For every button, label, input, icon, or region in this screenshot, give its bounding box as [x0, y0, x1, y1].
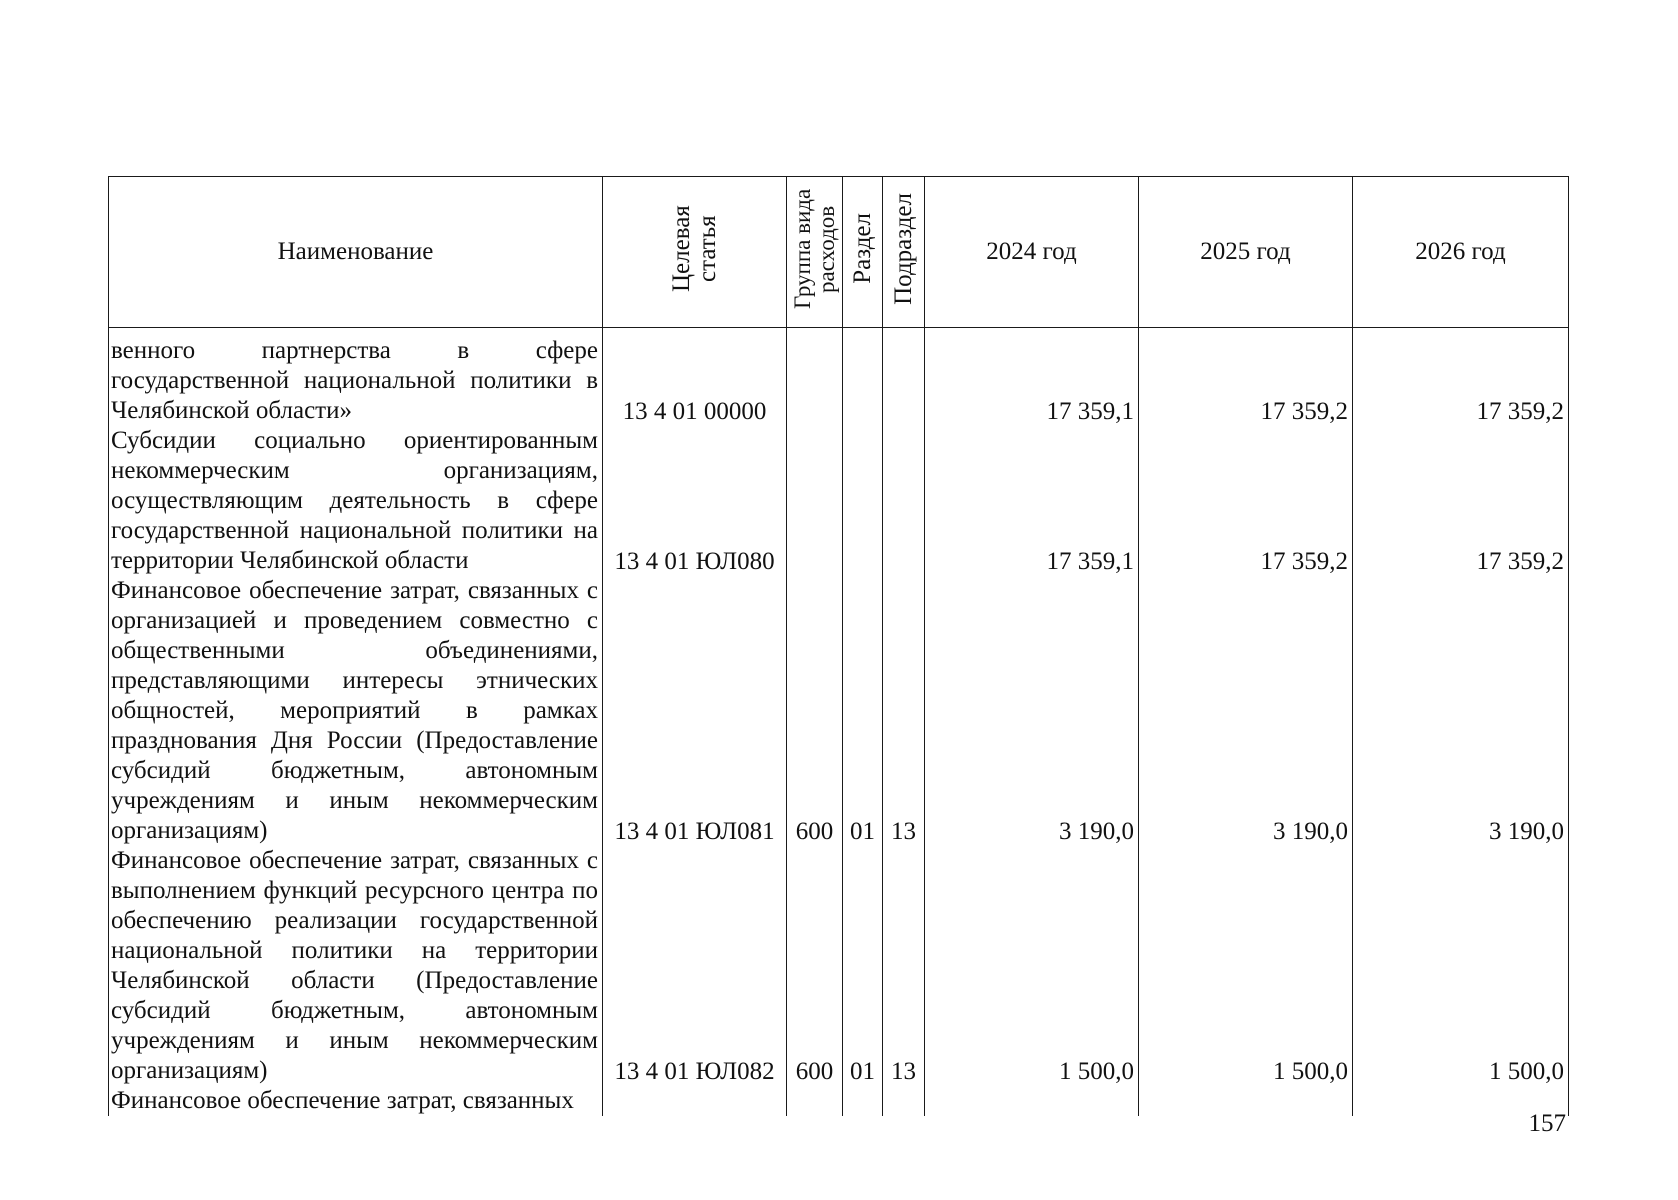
table-row: [109, 846, 1569, 1086]
header-group: [787, 177, 843, 328]
row-2024: 3 190,0: [925, 576, 1139, 846]
row-target: 13 4 01 ЮЛ081: [603, 576, 787, 846]
row-subsection: [883, 426, 925, 576]
row-target: 13 4 01 ЮЛ080: [603, 426, 787, 576]
row-group: [787, 328, 843, 426]
row-group: [787, 426, 843, 576]
header-2024: 2024 год: [925, 177, 1139, 328]
row-name: Финансовое обеспечение затрат, связанных с выполнением функций ресурсного центра по обеспечению реализации государственной национальной политики на территории Челябинской области (Предоставление субсидий бюджетным, автономным учреждениям и иным некоммерческим организациям): [109, 846, 603, 1086]
row-group: 600: [787, 846, 843, 1086]
row-2025: [1139, 1086, 1353, 1117]
row-subsection: 13: [883, 576, 925, 846]
header-row: [109, 177, 1569, 328]
row-group: 600: [787, 576, 843, 846]
table-row: [109, 576, 1569, 846]
header-target: [603, 177, 787, 328]
row-target: 13 4 01 ЮЛ082: [603, 846, 787, 1086]
page-number: 157: [1528, 1110, 1566, 1137]
header-section: [843, 177, 883, 328]
header-subsection: [883, 177, 925, 328]
row-2024: [925, 1086, 1139, 1117]
table-row: [109, 328, 1569, 426]
row-group: [787, 1086, 843, 1117]
row-2024: 17 359,1: [925, 426, 1139, 576]
row-section: 01: [843, 846, 883, 1086]
row-2025: 17 359,2: [1139, 426, 1353, 576]
row-2024: 1 500,0: [925, 846, 1139, 1086]
row-2026: 3 190,0: [1353, 576, 1569, 846]
header-2025: 2025 год: [1139, 177, 1353, 328]
row-subsection: 13: [883, 846, 925, 1086]
row-name: Финансовое обеспечение затрат, связанных: [109, 1086, 603, 1117]
header-section-label: Раздел: [848, 213, 876, 284]
row-target: 13 4 01 00000: [603, 328, 787, 426]
row-section: 01: [843, 576, 883, 846]
row-name: венного партнерства в сфере государственной национальной политики в Челябинской области»: [109, 328, 603, 426]
row-target: [603, 1086, 787, 1117]
row-section: [843, 426, 883, 576]
row-2025: 17 359,2: [1139, 328, 1353, 426]
row-2026: 17 359,2: [1353, 328, 1569, 426]
row-name: Субсидии социально ориентированным некоммерческим организациям, осуществляющим деятельность в сфере государственной национальной политики на территории Челябинской области: [109, 426, 603, 576]
header-group-label: Группа вида расходов: [789, 188, 839, 309]
budget-table: [108, 176, 1569, 1117]
row-subsection: [883, 1086, 925, 1117]
table-row: [109, 1086, 1569, 1117]
header-target-label: Целевая статья: [667, 205, 721, 292]
header-name: Наименование: [109, 177, 603, 328]
header-2026: 2026 год: [1353, 177, 1569, 328]
row-name: Финансовое обеспечение затрат, связанных с организацией и проведением совместно с общественными объединениями, представляющими интересы этнических общностей, мероприятий в рамках празднования Дня России (Предоставление субсидий бюджетным, автономным учреждениям и иным некоммерческим организациям): [109, 576, 603, 846]
row-2026: 17 359,2: [1353, 426, 1569, 576]
row-section: [843, 1086, 883, 1117]
row-2025: 1 500,0: [1139, 846, 1353, 1086]
header-subsection-label: Подраздел: [889, 192, 917, 305]
row-2026: 1 500,0: [1353, 846, 1569, 1086]
row-2024: 17 359,1: [925, 328, 1139, 426]
row-2025: 3 190,0: [1139, 576, 1353, 846]
table-row: [109, 426, 1569, 576]
row-section: [843, 328, 883, 426]
row-subsection: [883, 328, 925, 426]
